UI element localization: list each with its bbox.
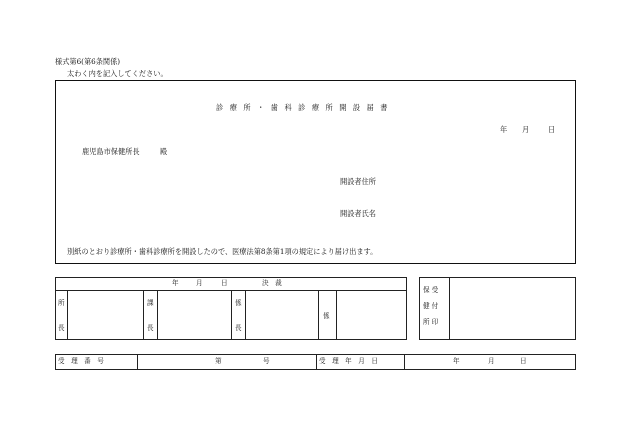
receipt-stamp-line1: 保受 [423, 286, 441, 294]
section-chief-label-bottom: 長 [147, 324, 154, 332]
staff-label: 係 [323, 312, 330, 320]
founder-address-label: 開設者住所 [340, 177, 376, 186]
approval-date-day: 日 [221, 279, 228, 287]
approval-col-line [143, 290, 144, 340]
notice-date-month: 月 [522, 125, 530, 134]
receipt-stamp-box [419, 277, 576, 340]
notice-body-text: 別紙のとおり診療所・歯科診療所を開設したので、医療法第8条第1項の規定により届け出ます。 [67, 247, 378, 256]
director-label-bottom: 長 [58, 324, 65, 332]
receipt-stamp-line3: 所印 [423, 318, 441, 326]
receipt-row-divider [137, 354, 138, 370]
approval-date-year: 年 [172, 279, 179, 287]
receipt-date-year: 年 [453, 357, 460, 365]
approval-col-line [336, 290, 337, 340]
director-label-top: 所 [58, 299, 65, 307]
notice-date-year: 年 [500, 125, 508, 134]
subsection-chief-label-bottom: 長 [235, 324, 242, 332]
section-chief-label-top: 課 [147, 299, 154, 307]
approval-col-line [318, 290, 319, 340]
approval-col-line [67, 290, 68, 340]
notice-date-day: 日 [548, 125, 556, 134]
receipt-date-month: 月 [488, 357, 495, 365]
form-number: 様式第6(第6条関係) [55, 57, 121, 66]
instruction-text: 太わく内を記入してください。 [67, 69, 168, 78]
approval-date-month: 月 [196, 279, 203, 287]
approval-col-line [245, 290, 246, 340]
founder-name-label: 開設者氏名 [340, 209, 376, 218]
receipt-number-label: 受理番号 [58, 357, 111, 365]
receipt-date-label: 受理年月日 [319, 357, 385, 365]
notice-title: 診療所・歯科診療所開設届書 [216, 103, 394, 112]
receipt-stamp-line2: 健付 [423, 302, 441, 310]
subsection-chief-label-top: 係 [235, 299, 242, 307]
approval-decision-label: 決裁 [262, 279, 289, 287]
receipt-row-divider [316, 354, 317, 370]
receipt-number-prefix: 第 [215, 357, 222, 365]
receipt-date-day: 日 [520, 357, 527, 365]
receipt-number-suffix: 号 [263, 357, 270, 365]
receipt-row-divider [404, 354, 405, 370]
approval-col-line [231, 290, 232, 340]
receipt-stamp-divider [449, 277, 450, 340]
addressee-honorific: 殿 [160, 147, 168, 156]
addressee: 鹿児島市保健所長 [82, 147, 140, 156]
approval-col-line [157, 290, 158, 340]
